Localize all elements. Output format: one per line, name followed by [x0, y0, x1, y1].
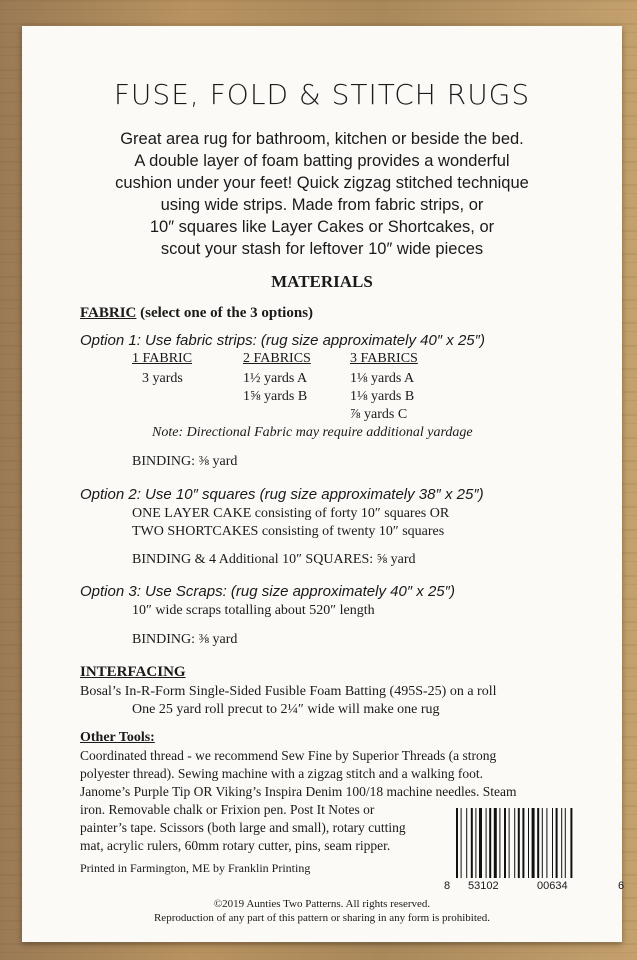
option1-col3-row: 1⅛ yards A — [350, 371, 415, 386]
tools-line: painter’s tape. Scissors (both large and small), rotary cutting — [80, 820, 406, 835]
option1-col1-header: 1 FABRIC — [132, 351, 193, 366]
option1-binding: BINDING: ⅜ yard — [132, 454, 238, 469]
barcode-digits-2: 00634 — [537, 880, 568, 892]
option3-line: 10″ wide scraps totalling about 520″ length — [132, 603, 375, 618]
option1-col1-row: 3 yards — [142, 371, 183, 386]
option3-binding: BINDING: ⅜ yard — [132, 632, 238, 647]
option2-line: ONE LAYER CAKE consisting of forty 10″ squares OR — [132, 506, 450, 521]
barcode-digit-left: 8 — [444, 880, 451, 892]
copyright: ©2019 Aunties Two Patterns. All rights reserved. — [213, 898, 431, 910]
option1-col3-row: 1⅛ yards B — [350, 389, 415, 404]
intro-line: scout your stash for leftover 10″ wide pieces — [160, 240, 484, 258]
option1-heading: Option 1: Use fabric strips: (rug size approximately 40″ x 25″) — [80, 332, 485, 349]
tools-line: polyester thread). Sewing machine with a zigzag stitch and a walking foot. — [80, 766, 484, 781]
option1-col2-header: 2 FABRICS — [243, 351, 311, 366]
tools-line: Coordinated thread - we recommend Sew Fine by Superior Threads (a strong — [80, 748, 497, 763]
barcode-digits-1: 53102 — [468, 880, 499, 892]
option1-note: Note: Directional Fabric may require additional yardage — [152, 425, 473, 440]
tools-line: Janome’s Purple Tip OR Viking’s Inspira Denim 100/18 machine needles. Steam — [80, 784, 517, 799]
intro-paragraph — [62, 128, 582, 260]
page-title: FUSE, FOLD & STITCH RUGS — [113, 78, 531, 111]
option2-heading: Option 2: Use 10″ squares (rug size approximately 38″ x 25″) — [80, 486, 484, 503]
option2-binding: BINDING & 4 Additional 10″ SQUARES: ⅝ yard — [132, 552, 416, 567]
option2-line: TWO SHORTCAKES consisting of twenty 10″ squares — [132, 524, 445, 539]
interfacing-line: Bosal’s In-R-Form Single-Sided Fusible Foam Batting (495S-25) on a roll — [80, 684, 497, 699]
option1-col3-header: 3 FABRICS — [350, 351, 418, 366]
fabric-label: FABRIC — [80, 305, 137, 321]
option1-col2-row: 1⅝ yards B — [243, 389, 308, 404]
intro-line: Great area rug for bathroom, kitchen or beside the bed. — [120, 130, 524, 148]
interfacing-heading: INTERFACING — [80, 664, 186, 680]
tools-line: mat, acrylic rulers, 60mm rotary cutter, pins, seam ripper. — [80, 838, 391, 853]
intro-line: using wide strips. Made from fabric strips, or — [160, 196, 484, 214]
intro-line: 10″ squares like Layer Cakes or Shortcakes, or — [149, 218, 495, 236]
barcode-digit-right: 6 — [618, 880, 625, 892]
interfacing-line: One 25 yard roll precut to 2¼″ wide will make one rug — [132, 702, 440, 717]
option1-col2-row: 1½ yards A — [243, 371, 308, 386]
tools-line: iron. Removable chalk or Frixion pen. Post It Notes or — [80, 802, 375, 817]
option3-heading: Option 3: Use Scraps: (rug size approximately 40″ x 25″) — [80, 583, 455, 600]
pattern-sheet — [22, 26, 625, 942]
barcode — [454, 808, 614, 878]
tools-heading: Other Tools: — [80, 730, 155, 745]
intro-line: A double layer of foam batting provides a wonderful — [134, 152, 510, 170]
printed-by: Printed in Farmington, ME by Franklin Printing — [80, 861, 311, 875]
fabric-heading — [80, 305, 313, 322]
materials-heading: MATERIALS — [271, 272, 373, 291]
intro-line: cushion under your feet! Quick zigzag stitched technique — [115, 174, 529, 192]
fabric-note: (select one of the 3 options) — [136, 305, 314, 321]
reproduction-notice: Reproduction of any part of this pattern or sharing in any form is prohibited. — [153, 912, 491, 924]
option1-col3-row: ⅞ yards C — [350, 407, 408, 422]
